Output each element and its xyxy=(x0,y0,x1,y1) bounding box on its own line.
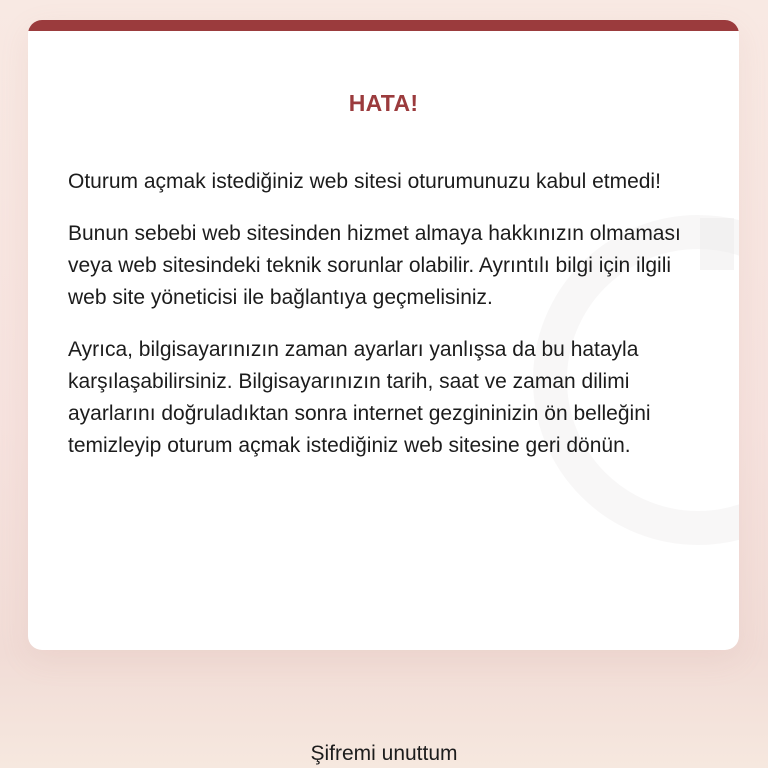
error-paragraph-1: Oturum açmak istediğiniz web sitesi oturumunuzu kabul etmedi! xyxy=(68,170,661,193)
error-title: HATA! xyxy=(348,90,419,116)
card-accent-bar xyxy=(28,20,739,31)
error-paragraph-3: Ayrıca, bilgisayarınızın zaman ayarları yanlışsa da bu hatayla karşılaşabilirsiniz. Bilgisayarınızın tarih, saat ve zaman dilimi ayarlarını doğruladıktan sonra internet gezgininizin ön belleğini temizleyip oturum açmak istediğiniz web sitesine geri dönün. xyxy=(68,338,651,457)
forgot-password-link[interactable]: Şifremi unuttum xyxy=(310,742,458,765)
error-paragraph-2: Bunun sebebi web sitesinden hizmet almaya hakkınızın olmaması veya web sitesindeki teknik sorunlar olabilir. Ayrıntılı bilgi için ilgili web site yöneticisi ile bağlantıya geçmelisiniz. xyxy=(68,222,681,309)
error-message xyxy=(68,166,708,482)
error-card xyxy=(28,20,739,650)
